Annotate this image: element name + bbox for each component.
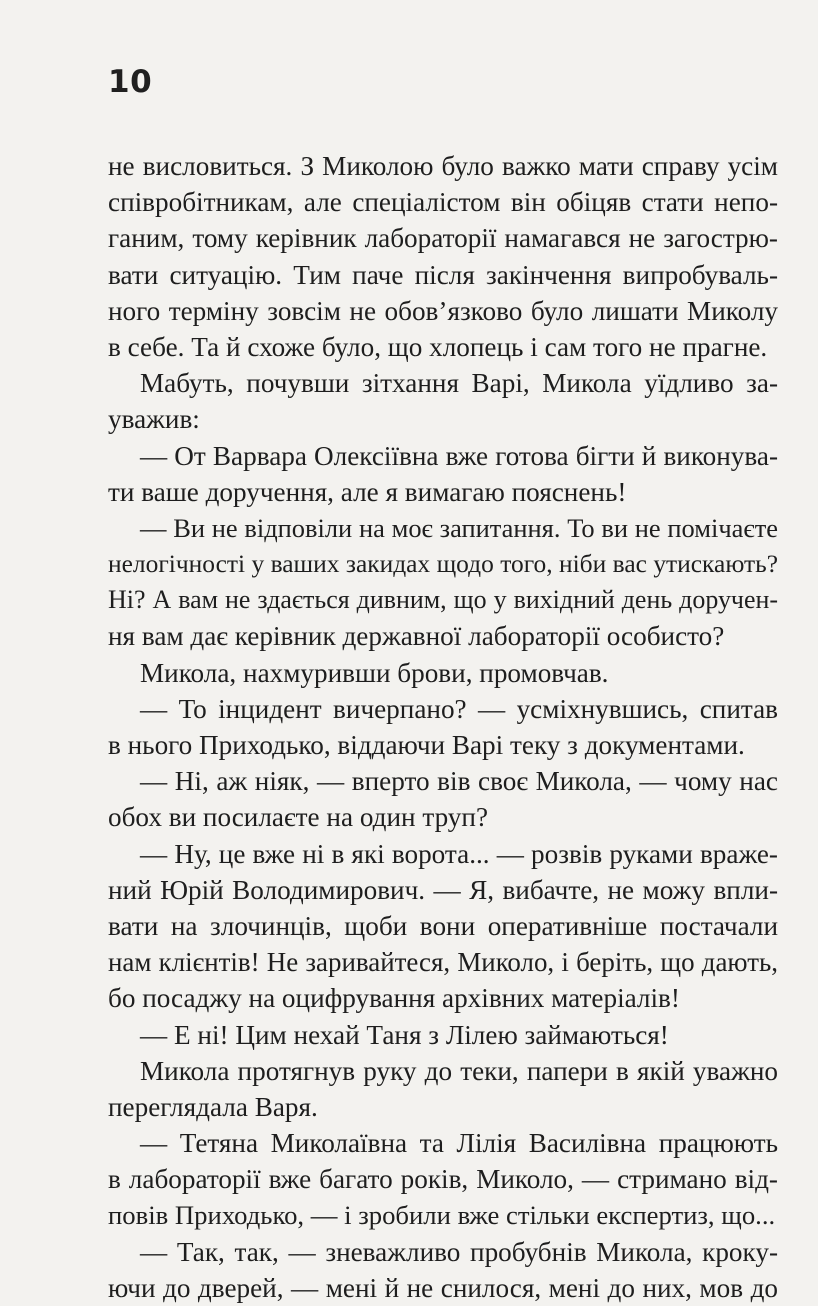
text-line: Ні? А вам не здається дивним, що у вихідний день доручен- [108,585,778,615]
text-line: Микола, нахмуривши брови, промовчав. [140,657,609,688]
text-line: бо посаджу на оцифрування архівних матеріалів! [108,983,680,1014]
text-line: обох ви посилаєте на один труп? [108,802,489,833]
text-line: переглядала Варя. [108,1091,318,1122]
page-number: 10 [108,64,153,100]
text-line: нам клієнтів! Не заривайтеся, Миколо, і беріть, що дають, [108,947,778,978]
text-line: ний Юрій Володимирович. — Я, вибачте, не можу впли- [108,874,778,905]
text-line: ти ваше доручення, але я вимагаю пояснень! [108,476,627,507]
text-line: Мабуть, почувши зітхання Варі, Микола уїдливо за- [140,368,778,399]
text-line: — Так, так, — зневажливо пробубнів Микола, кроку- [140,1236,778,1267]
text-line: в нього Приходько, віддаючи Варі теку з документами. [108,730,745,760]
text-line: ного терміну зовсім не обов’язково було лишати Миколу [108,295,778,326]
text-line: ганим, тому керівник лабораторії намагався не загострю- [108,223,778,254]
text-line: — То інцидент вичерпано? — усміхнувшись, спитав [140,693,778,724]
text-line: нелогічності у ваших закидах щодо того, ніби вас утискають? [108,549,778,579]
text-line: в лабораторії вже багато років, Миколо, — стримано від- [108,1164,778,1195]
text-line: співробітникам, але спеціалістом він обіцяв стати непо- [108,187,778,218]
text-line: — Ви не відповіли на моє запитання. То ви не помічаєте [140,512,778,543]
text-line: не висловиться. З Миколою було важко мати справу усім [108,151,778,181]
text-line: — От Варвара Олексіївна вже готова бігти й виконува- [140,440,778,471]
text-line: — Ні, аж ніяк, — вперто вів своє Микола, — чому нас [140,766,778,797]
text-line: Микола протягнув руку до теки, папери в якій уважно [140,1055,778,1086]
body-text [108,148,778,1306]
text-line: — Ну, це вже ні в які ворота... — розвів руками враже- [140,838,778,869]
text-line: вати ситуацію. Тим паче після закінчення випробуваль- [108,259,778,290]
text-line: ючи до дверей, — мені й не снилося, мені до них, мов до [108,1272,778,1303]
text-line: вати на злочинців, щоби вони оперативніше постачали [108,910,778,941]
text-line: — Е ні! Цим нехай Таня з Лілею займаються! [140,1019,669,1050]
text-line: ня вам дає керівник державної лабораторії особисто? [108,621,725,652]
text-line: повів Приходько, — і зробили вже стільки експертиз, що... [108,1200,776,1231]
text-line: — Тетяна Миколаївна та Лілія Василівна працюють [140,1128,778,1159]
text-line: в себе. Та й схоже було, що хлопець і сам того не прагне. [108,331,768,362]
text-line: уважив: [108,404,200,435]
